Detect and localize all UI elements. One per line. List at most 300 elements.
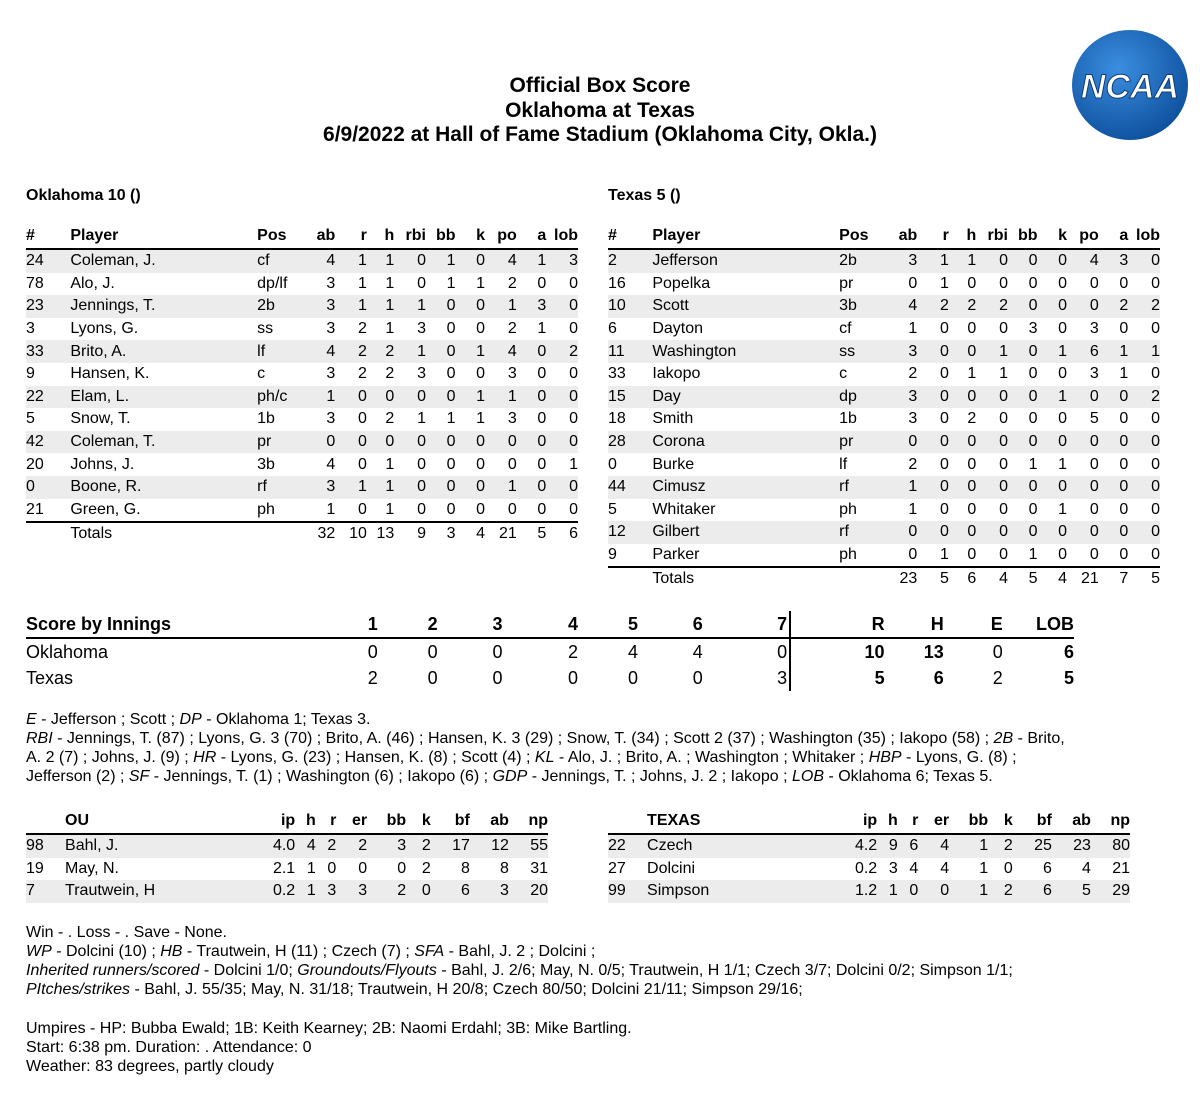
cell-k: 1 <box>456 386 486 409</box>
note-label: Inherited runners/scored <box>26 962 200 979</box>
cell-ab: 12 <box>470 834 509 858</box>
note-label: LOB <box>791 768 824 785</box>
cell-r: 0 <box>939 320 949 338</box>
note-text: Jennings, T. (1) ; Washington (6) ; Iakopo (6) ; <box>163 768 493 785</box>
cell-po: 3 <box>1089 365 1099 383</box>
cell-number: 18 <box>608 410 626 428</box>
cell-k: 0 <box>1038 521 1068 544</box>
cell-er: 0 <box>918 880 949 903</box>
cell-h: 9 <box>877 834 898 858</box>
cell-r: 3 <box>316 880 337 903</box>
inning-score: 4 <box>627 641 638 662</box>
cell-pitcher: Simpson <box>647 880 832 903</box>
team-total-h: 6 <box>933 667 944 688</box>
cell-h: 1 <box>367 476 394 499</box>
cell-ab: 3 <box>470 880 509 903</box>
cell-h: 0 <box>949 386 976 409</box>
cell-h: 0 <box>367 386 394 409</box>
col-header-bb: bb <box>1008 224 1038 249</box>
cell-bb: 0 <box>1008 340 1038 363</box>
cell-number: 2 <box>608 249 652 273</box>
cell-number: 33 <box>26 340 70 363</box>
cell-rbi: 0 <box>999 320 1008 338</box>
col-header-k: k <box>406 809 431 834</box>
cell-ab: 4 <box>1082 859 1091 877</box>
note-text: Bahl, J. 2/6; May, N. 0/5; Trautwein, H 1/1; Czech 3/7; Dolcini 0/2; Simpson 1/1; <box>451 962 1013 979</box>
cell-po: 0 <box>1089 455 1099 473</box>
total-k: 4 <box>476 525 486 543</box>
player-row <box>608 386 1160 409</box>
cell-pos: 3b <box>257 455 275 473</box>
cell-k: 2 <box>406 834 431 858</box>
pitcher-row <box>608 834 1130 858</box>
cell-ip: 2.1 <box>272 859 296 877</box>
col-header-a: a <box>1099 224 1129 249</box>
cell-h: 4 <box>295 834 316 858</box>
team-name: Texas <box>26 667 74 688</box>
home-pitching-table <box>608 809 1130 903</box>
cell-lob: 0 <box>1128 431 1160 454</box>
game-notes <box>26 710 1191 786</box>
cell-a: 1 <box>1099 340 1129 363</box>
cell-lob: 0 <box>1128 476 1160 499</box>
total-a: 7 <box>1119 570 1129 588</box>
cell-ip: 0.2 <box>250 880 295 903</box>
note-label: Groundouts/Flyouts <box>297 962 437 979</box>
cell-ab: 3 <box>304 476 336 499</box>
cell-lob: 2 <box>1128 386 1160 409</box>
cell-a: 0 <box>1099 476 1129 499</box>
cell-lob: 0 <box>1151 320 1160 338</box>
cell-r: 2 <box>357 320 367 338</box>
cell-po: 0 <box>1067 386 1099 409</box>
cell-k: 0 <box>476 455 486 473</box>
total-r: 5 <box>939 570 949 588</box>
header-row <box>26 809 548 834</box>
cell-bb: 1 <box>949 834 988 858</box>
cell-r: 1 <box>917 249 949 273</box>
cell-r: 0 <box>917 340 949 363</box>
cell-player: Green, G. <box>70 499 257 523</box>
cell-k: 0 <box>456 295 486 318</box>
cell-ab: 0 <box>886 544 918 568</box>
cell-a: 0 <box>1099 521 1129 544</box>
cell-rbi: 1 <box>417 410 426 428</box>
note-text: Bahl, J. 55/35; May, N. 31/18; Trautwein, H 20/8; Czech 80/50; Dolcini 21/11; Simpson 29/16; <box>144 981 803 998</box>
cell-a: 0 <box>1099 386 1129 409</box>
col-header-k: k <box>1038 224 1068 249</box>
inning-score: 0 <box>627 667 638 688</box>
cell-r: 6 <box>898 834 919 858</box>
cell-number: 21 <box>26 499 70 523</box>
team-total-r: 10 <box>864 641 885 662</box>
cell-lob: 0 <box>1128 249 1160 273</box>
cell-pos: c <box>257 365 266 383</box>
note-label: PItches/strikes <box>26 981 131 998</box>
cell-rbi: 1 <box>999 365 1008 383</box>
cell-k: 1 <box>1058 455 1068 473</box>
cell-po: 1 <box>485 476 517 499</box>
note-text: Dolcini (10) ; <box>66 943 161 960</box>
cell-ab: 4 <box>326 455 336 473</box>
cell-r: 0 <box>939 455 949 473</box>
cell-bb: 1 <box>426 249 456 273</box>
cell-lob: 0 <box>1151 500 1160 518</box>
total-k: 4 <box>1058 570 1068 588</box>
cell-np: 29 <box>1091 880 1130 903</box>
cell-h: 1 <box>967 365 977 383</box>
cell-player: Popelka <box>652 274 711 292</box>
team-total-e: 2 <box>992 667 1003 688</box>
col-header-r: r <box>898 809 919 834</box>
cell-a: 0 <box>517 386 547 409</box>
col-header-bb: bb <box>426 224 456 249</box>
cell-h: 1 <box>367 249 394 273</box>
innings-header-row <box>26 611 1076 638</box>
cell-h: 0 <box>967 320 977 338</box>
weather-line: Weather: 83 degrees, partly cloudy <box>26 1058 274 1075</box>
inning-score: 3 <box>703 665 790 691</box>
note-text: Lyons, G. (8) ; <box>915 749 1017 766</box>
inning-score: 2 <box>367 667 378 688</box>
inning-score: 0 <box>692 667 703 688</box>
cell-lob: 0 <box>569 274 578 292</box>
cell-h: 1 <box>367 499 394 523</box>
cell-number: 98 <box>26 834 65 858</box>
cell-po: 1 <box>485 386 517 409</box>
cell-r: 0 <box>898 880 919 903</box>
cell-bb: 0 <box>1028 365 1038 383</box>
note-label: DP <box>179 711 202 728</box>
cell-a: 0 <box>1119 500 1129 518</box>
note-text: Alo, J. ; Brito, A. ; Washington ; Whitaker ; <box>567 749 869 766</box>
inning-header-7: 7 <box>703 611 790 638</box>
col-header-number <box>608 809 647 834</box>
umpires-line: Umpires - HP: Bubba Ewald; 1B: Keith Kearney; 2B: Naomi Erdahl; 3B: Mike Bartling. <box>26 1020 632 1037</box>
pitcher-row <box>608 858 1130 881</box>
total-ab: 32 <box>317 525 336 543</box>
cell-h: 2 <box>367 340 394 363</box>
cell-k: 0 <box>456 249 486 273</box>
cell-player: Elam, L. <box>70 386 257 409</box>
cell-a: 0 <box>1119 274 1129 292</box>
cell-number: 20 <box>26 455 44 473</box>
pitcher-row <box>26 880 548 903</box>
cell-h: 2 <box>385 365 395 383</box>
cell-bb: 1 <box>446 410 456 428</box>
cell-k: 0 <box>456 499 486 523</box>
cell-k: 0 <box>1003 859 1013 877</box>
cell-rbi: 0 <box>394 386 426 409</box>
cell-np: 20 <box>509 880 548 903</box>
team-name: Oklahoma <box>26 641 109 662</box>
team-line-row <box>26 638 1076 665</box>
cell-r: 0 <box>917 431 949 454</box>
cell-pos: cf <box>839 320 852 338</box>
cell-bb: 0 <box>426 499 456 523</box>
cell-pos: pr <box>839 274 854 292</box>
col-header-ab: ab <box>886 224 918 249</box>
cell-r: 1 <box>335 249 367 273</box>
inning-score: 0 <box>427 667 438 688</box>
cell-k: 0 <box>1038 249 1068 273</box>
cell-pos: ph <box>257 499 303 523</box>
report-title: Official Box Score <box>509 74 691 97</box>
cell-np: 55 <box>509 834 548 858</box>
cell-bb: 1 <box>979 859 989 877</box>
pitching-team-heading: TEXAS <box>647 809 832 834</box>
header-row <box>608 809 1130 834</box>
cell-lob: 0 <box>546 386 578 409</box>
cell-bb: 0 <box>446 455 456 473</box>
cell-pitcher: Bahl, J. <box>65 834 250 858</box>
cell-r: 1 <box>939 274 949 292</box>
cell-r: 0 <box>917 521 949 544</box>
cell-bb: 0 <box>426 386 456 409</box>
col-header-pos: Pos <box>839 224 885 249</box>
note-text: Jennings, T. (87) ; Lyons, G. 3 (70) ; Brito, A. (46) ; Hansen, K. 3 (29) ; Snow, T. (34) ; Scott 2 (37) ; Washington (35) ; Iakopo (58) ; <box>66 730 994 747</box>
cell-rbi: 0 <box>394 431 426 454</box>
cell-r: 1 <box>357 274 367 292</box>
cell-ab: 1 <box>908 320 918 338</box>
cell-bf: 6 <box>1042 859 1052 877</box>
cell-player: Iakopo <box>652 365 701 383</box>
cell-k: 1 <box>476 274 486 292</box>
cell-number: 11 <box>608 340 652 363</box>
cell-a: 0 <box>1119 410 1129 428</box>
note-label: HBP <box>868 749 902 766</box>
cell-r: 0 <box>335 386 367 409</box>
cell-number: 99 <box>608 880 647 903</box>
player-row <box>608 249 1160 273</box>
total-number <box>26 522 70 545</box>
cell-h: 2 <box>385 410 395 428</box>
col-header-ip: ip <box>832 809 877 834</box>
col-header-number: # <box>608 224 652 249</box>
total-header-lob: LOB <box>1003 611 1074 638</box>
cell-r: 0 <box>917 386 949 409</box>
away-team-heading: Oklahoma 10 () <box>26 187 141 204</box>
inning-score: 0 <box>568 667 579 688</box>
cell-number: 5 <box>26 410 35 428</box>
cell-ab: 0 <box>886 521 918 544</box>
cell-k: 2 <box>421 859 431 877</box>
cell-rbi: 1 <box>394 295 426 318</box>
cell-player: Gilbert <box>652 521 839 544</box>
cell-number: 16 <box>608 274 626 292</box>
cell-ab: 1 <box>304 499 336 523</box>
cell-h: 0 <box>967 455 977 473</box>
cell-h: 1 <box>306 859 316 877</box>
cell-bb: 0 <box>426 476 456 499</box>
cell-number: 23 <box>26 295 70 318</box>
cell-po: 0 <box>485 431 517 454</box>
note-label: GDP <box>492 768 528 785</box>
cell-ab: 3 <box>886 340 918 363</box>
player-row <box>26 431 578 454</box>
cell-k: 1 <box>1038 386 1068 409</box>
inning-header-1: 1 <box>313 611 378 638</box>
player-row <box>26 340 578 363</box>
cell-pos: lf <box>839 455 848 473</box>
cell-po: 4 <box>1067 249 1099 273</box>
cell-bb: 1 <box>1008 544 1038 568</box>
cell-lob: 0 <box>1128 544 1160 568</box>
cell-player: Jefferson <box>652 249 839 273</box>
cell-np: 80 <box>1091 834 1130 858</box>
col-header-k: k <box>456 224 486 249</box>
cell-po: 3 <box>507 365 517 383</box>
cell-h: 0 <box>949 521 976 544</box>
away-batting-table <box>26 224 578 545</box>
player-row <box>26 318 578 341</box>
col-header-k: k <box>988 809 1013 834</box>
decisions-line: Win - . Loss - . Save - None. <box>26 924 227 941</box>
cell-bb: 3 <box>1028 320 1038 338</box>
note-text: Jefferson ; Scott ; <box>50 711 180 728</box>
cell-r: 0 <box>327 859 337 877</box>
cell-pos: pr <box>839 431 885 454</box>
cell-bb: 0 <box>1008 521 1038 544</box>
cell-pos: lf <box>257 340 303 363</box>
cell-ab: 0 <box>886 431 918 454</box>
cell-number: 7 <box>26 880 65 903</box>
cell-h: 0 <box>949 340 976 363</box>
cell-rbi: 0 <box>999 500 1008 518</box>
cell-rbi: 1 <box>394 340 426 363</box>
cell-ab: 1 <box>908 500 918 518</box>
cell-ab: 3 <box>326 274 336 292</box>
cell-pitcher: Czech <box>647 834 832 858</box>
start-line: Start: 6:38 pm. Duration: . Attendance: 0 <box>26 1039 312 1056</box>
cell-lob: 0 <box>1151 365 1160 383</box>
team-total-r: 5 <box>874 667 885 688</box>
cell-po: 6 <box>1067 340 1099 363</box>
col-header-bb: bb <box>949 809 988 834</box>
cell-a: 0 <box>537 274 547 292</box>
note-text: Trautwein, H (11) ; Czech (7) ; <box>196 943 415 960</box>
cell-k: 0 <box>1038 431 1068 454</box>
col-header-h: h <box>877 809 898 834</box>
cell-pos: rf <box>839 521 885 544</box>
col-header-h: h <box>949 224 976 249</box>
cell-a: 2 <box>1099 295 1129 318</box>
cell-lob: 0 <box>1151 274 1160 292</box>
cell-a: 0 <box>1099 544 1129 568</box>
cell-np: 31 <box>530 859 548 877</box>
col-header-a: a <box>517 224 547 249</box>
cell-number: 33 <box>608 365 626 383</box>
report-header <box>0 74 1200 148</box>
cell-rbi: 3 <box>417 365 426 383</box>
cell-ab: 0 <box>908 274 918 292</box>
cell-k: 1 <box>456 340 486 363</box>
cell-r: 1 <box>335 476 367 499</box>
cell-ab: 0 <box>304 431 336 454</box>
total-player: Totals <box>652 570 695 588</box>
player-row <box>608 363 1160 386</box>
cell-k: 0 <box>456 431 486 454</box>
note-text: Jefferson (2) ; <box>26 768 129 785</box>
cell-pos: rf <box>257 476 303 499</box>
col-header-number <box>26 809 65 834</box>
col-header-lob: lob <box>1128 224 1160 249</box>
cell-ab: 2 <box>908 365 918 383</box>
cell-pitcher: Dolcini <box>647 859 696 877</box>
cell-bb: 0 <box>1008 295 1038 318</box>
cell-k: 0 <box>476 365 486 383</box>
cell-k: 0 <box>1038 295 1068 318</box>
cell-a: 0 <box>517 431 547 454</box>
cell-number: 0 <box>26 476 70 499</box>
pitcher-row <box>26 834 548 858</box>
player-row <box>608 340 1160 363</box>
cell-player: Lyons, G. <box>70 320 139 338</box>
cell-h: 2 <box>949 295 976 318</box>
cell-rbi: 1 <box>976 340 1008 363</box>
notes-line-rbi: RBI - Jennings, T. (87) ; Lyons, G. 3 (70) ; Brito, A. (46) ; Hansen, K. 3 (29) ; Snow, T. (34) ; Scott 2 (37) ; Washington (35) ; Iakopo (58) ; 2B - Brito, <box>26 730 1065 747</box>
cell-a: 3 <box>517 295 547 318</box>
inning-header-4: 4 <box>502 611 578 638</box>
cell-rbi: 2 <box>976 295 1008 318</box>
cell-h: 0 <box>967 500 977 518</box>
col-header-player: Player <box>70 224 257 249</box>
cell-h: 2 <box>967 410 977 428</box>
cell-lob: 3 <box>546 249 578 273</box>
cell-po: 0 <box>1067 295 1099 318</box>
total-bb: 5 <box>1028 570 1038 588</box>
player-row <box>26 295 578 318</box>
note-text: A. 2 (7) ; Johns, J. (9) ; <box>26 749 194 766</box>
col-header-po: po <box>1067 224 1099 249</box>
cell-player: Parker <box>652 544 839 568</box>
cell-player: Day <box>652 386 839 409</box>
cell-ip: 4.0 <box>250 834 295 858</box>
cell-ab: 1 <box>304 386 336 409</box>
score-by-innings-label: Score by Innings <box>26 611 313 638</box>
cell-a: 1 <box>517 249 547 273</box>
team-total-lob: 5 <box>1063 667 1074 688</box>
cell-r: 0 <box>939 500 949 518</box>
note-text: Dolcini 1/0; <box>213 962 298 979</box>
total-rbi: 9 <box>417 525 426 543</box>
cell-r: 2 <box>316 834 337 858</box>
cell-player: Jennings, T. <box>70 295 257 318</box>
note-label: RBI <box>26 730 53 747</box>
cell-a: 1 <box>1119 365 1129 383</box>
cell-pos: 2b <box>257 295 303 318</box>
cell-lob: 0 <box>546 431 578 454</box>
cell-pos: rf <box>839 476 885 499</box>
home-batting-table <box>608 224 1160 590</box>
cell-number: 0 <box>608 455 617 473</box>
cell-ab: 4 <box>886 295 918 318</box>
cell-rbi: 0 <box>976 521 1008 544</box>
cell-po: 0 <box>1067 476 1099 499</box>
header-row <box>26 224 578 249</box>
cell-k: 0 <box>1058 274 1068 292</box>
cell-rbi: 0 <box>999 410 1008 428</box>
cell-ab: 8 <box>500 859 509 877</box>
cell-number: 24 <box>26 249 70 273</box>
cell-k: 0 <box>1058 320 1068 338</box>
inning-score: 0 <box>703 638 790 665</box>
total-lob: 5 <box>1151 570 1160 588</box>
inning-header-5: 5 <box>578 611 638 638</box>
cell-er: 3 <box>336 880 367 903</box>
cell-bb: 0 <box>426 431 456 454</box>
cell-number: 44 <box>608 476 652 499</box>
